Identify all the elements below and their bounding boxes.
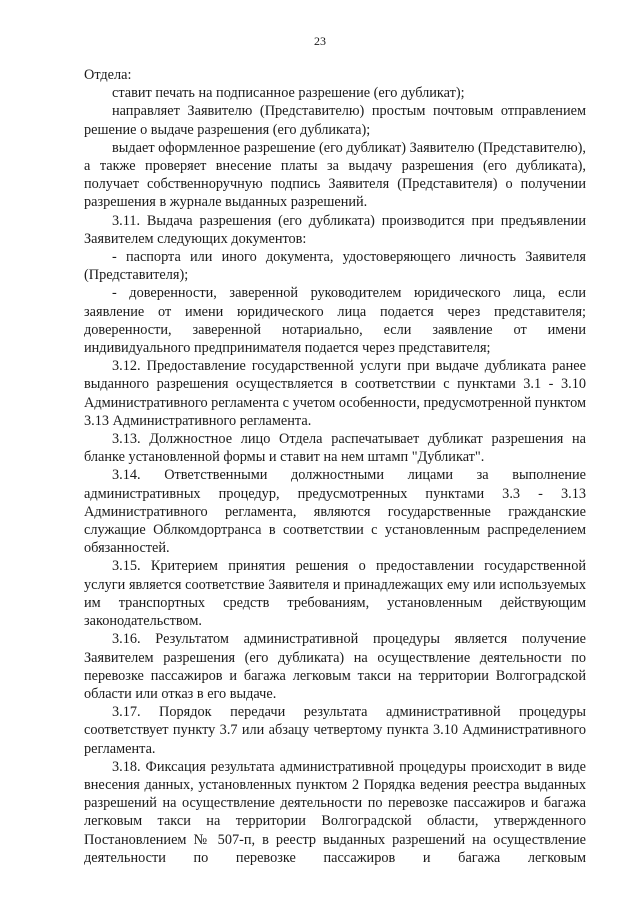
paragraph-department: Отдела: bbox=[84, 67, 132, 83]
paragraph-3-15: 3.15. Критерием принятия решения о предоставлении государственной услуги является соответствие Заявителя и принадлежащих ему или используемых им транспортных средств требованиям, установленным действующим законодательством. bbox=[84, 558, 586, 630]
document-body bbox=[84, 66, 586, 867]
paragraph-3-17: 3.17. Порядок передачи результата административной процедуры соответствует пункту 3.7 или абзацу четвертому пункта 3.10 Административного регламента. bbox=[84, 704, 586, 757]
paragraph-3-13: 3.13. Должностное лицо Отдела распечатывает дубликат разрешения на бланке установленной формы и ставит на нем штамп "Дубликат". bbox=[84, 431, 586, 466]
paragraph-mail: направляет Заявителю (Представителю) простым почтовым отправлением решение о выдаче разрешения (его дубликата); bbox=[84, 103, 586, 138]
paragraph-3-18: 3.18. Фиксация результата административной процедуры происходит в виде внесения данных, установленных пунктом 2 Порядка ведения реестра выданных разрешений на осуществление деятельности по перевозке пассажиров и багажа легковым такси на территории Волгоградской области, утвержденного Постановлением № 507-п, в реестр выданных разрешений на осуществление деятельности по перевозке пассажиров и багажа легковым bbox=[84, 758, 586, 866]
paragraph-passport: - паспорта или иного документа, удостоверяющего личность Заявителя (Представителя); bbox=[84, 249, 586, 284]
paragraph-stamp: ставит печать на подписанное разрешение (его дубликат); bbox=[112, 85, 465, 102]
paragraph-issue: выдает оформленное разрешение (его дубликат) Заявителю (Представителю), а также проверяет внесение платы за выдачу разрешения (его дубликата), получает собственноручную подпись Заявителя (Представителя) о получении разрешения в журнале выданных разрешений. bbox=[84, 139, 586, 211]
paragraph-3-11: 3.11. Выдача разрешения (его дубликата) производится при предъявлении Заявителем следующих документов: bbox=[84, 212, 586, 247]
paragraph-power-of-attorney: - доверенности, заверенной руководителем юридического лица, если заявление от имени юридического лица подается через представителя; доверенности, заверенной нотариально, если заявление от имени индивидуального предпринимателя подается через представителя; bbox=[84, 285, 586, 357]
page-number: 23 bbox=[314, 34, 326, 48]
paragraph-3-16: 3.16. Результатом административной процедуры является получение Заявителем разрешения (его дубликата) на осуществление деятельности по перевозке пассажиров и багажа легковым такси на территории Волгоградской области или отказ в его выдаче. bbox=[84, 631, 586, 702]
paragraph-3-14: 3.14. Ответственными должностными лицами за выполнение административных процедур, предусмотренных пунктами 3.3 - 3.13 Административного регламента, являются государственные гражданские служащие Облкомдортранса в соответствии с установленным распределением обязанностей. bbox=[84, 467, 586, 557]
paragraph-3-12: 3.12. Предоставление государственной услуги при выдаче дубликата ранее выданного разрешения осуществляется в соответствии с пунктами 3.1 - 3.10 Административного регламента с учетом особенности, предусмотренной пунктом 3.13 Административного регламента. bbox=[84, 358, 586, 429]
